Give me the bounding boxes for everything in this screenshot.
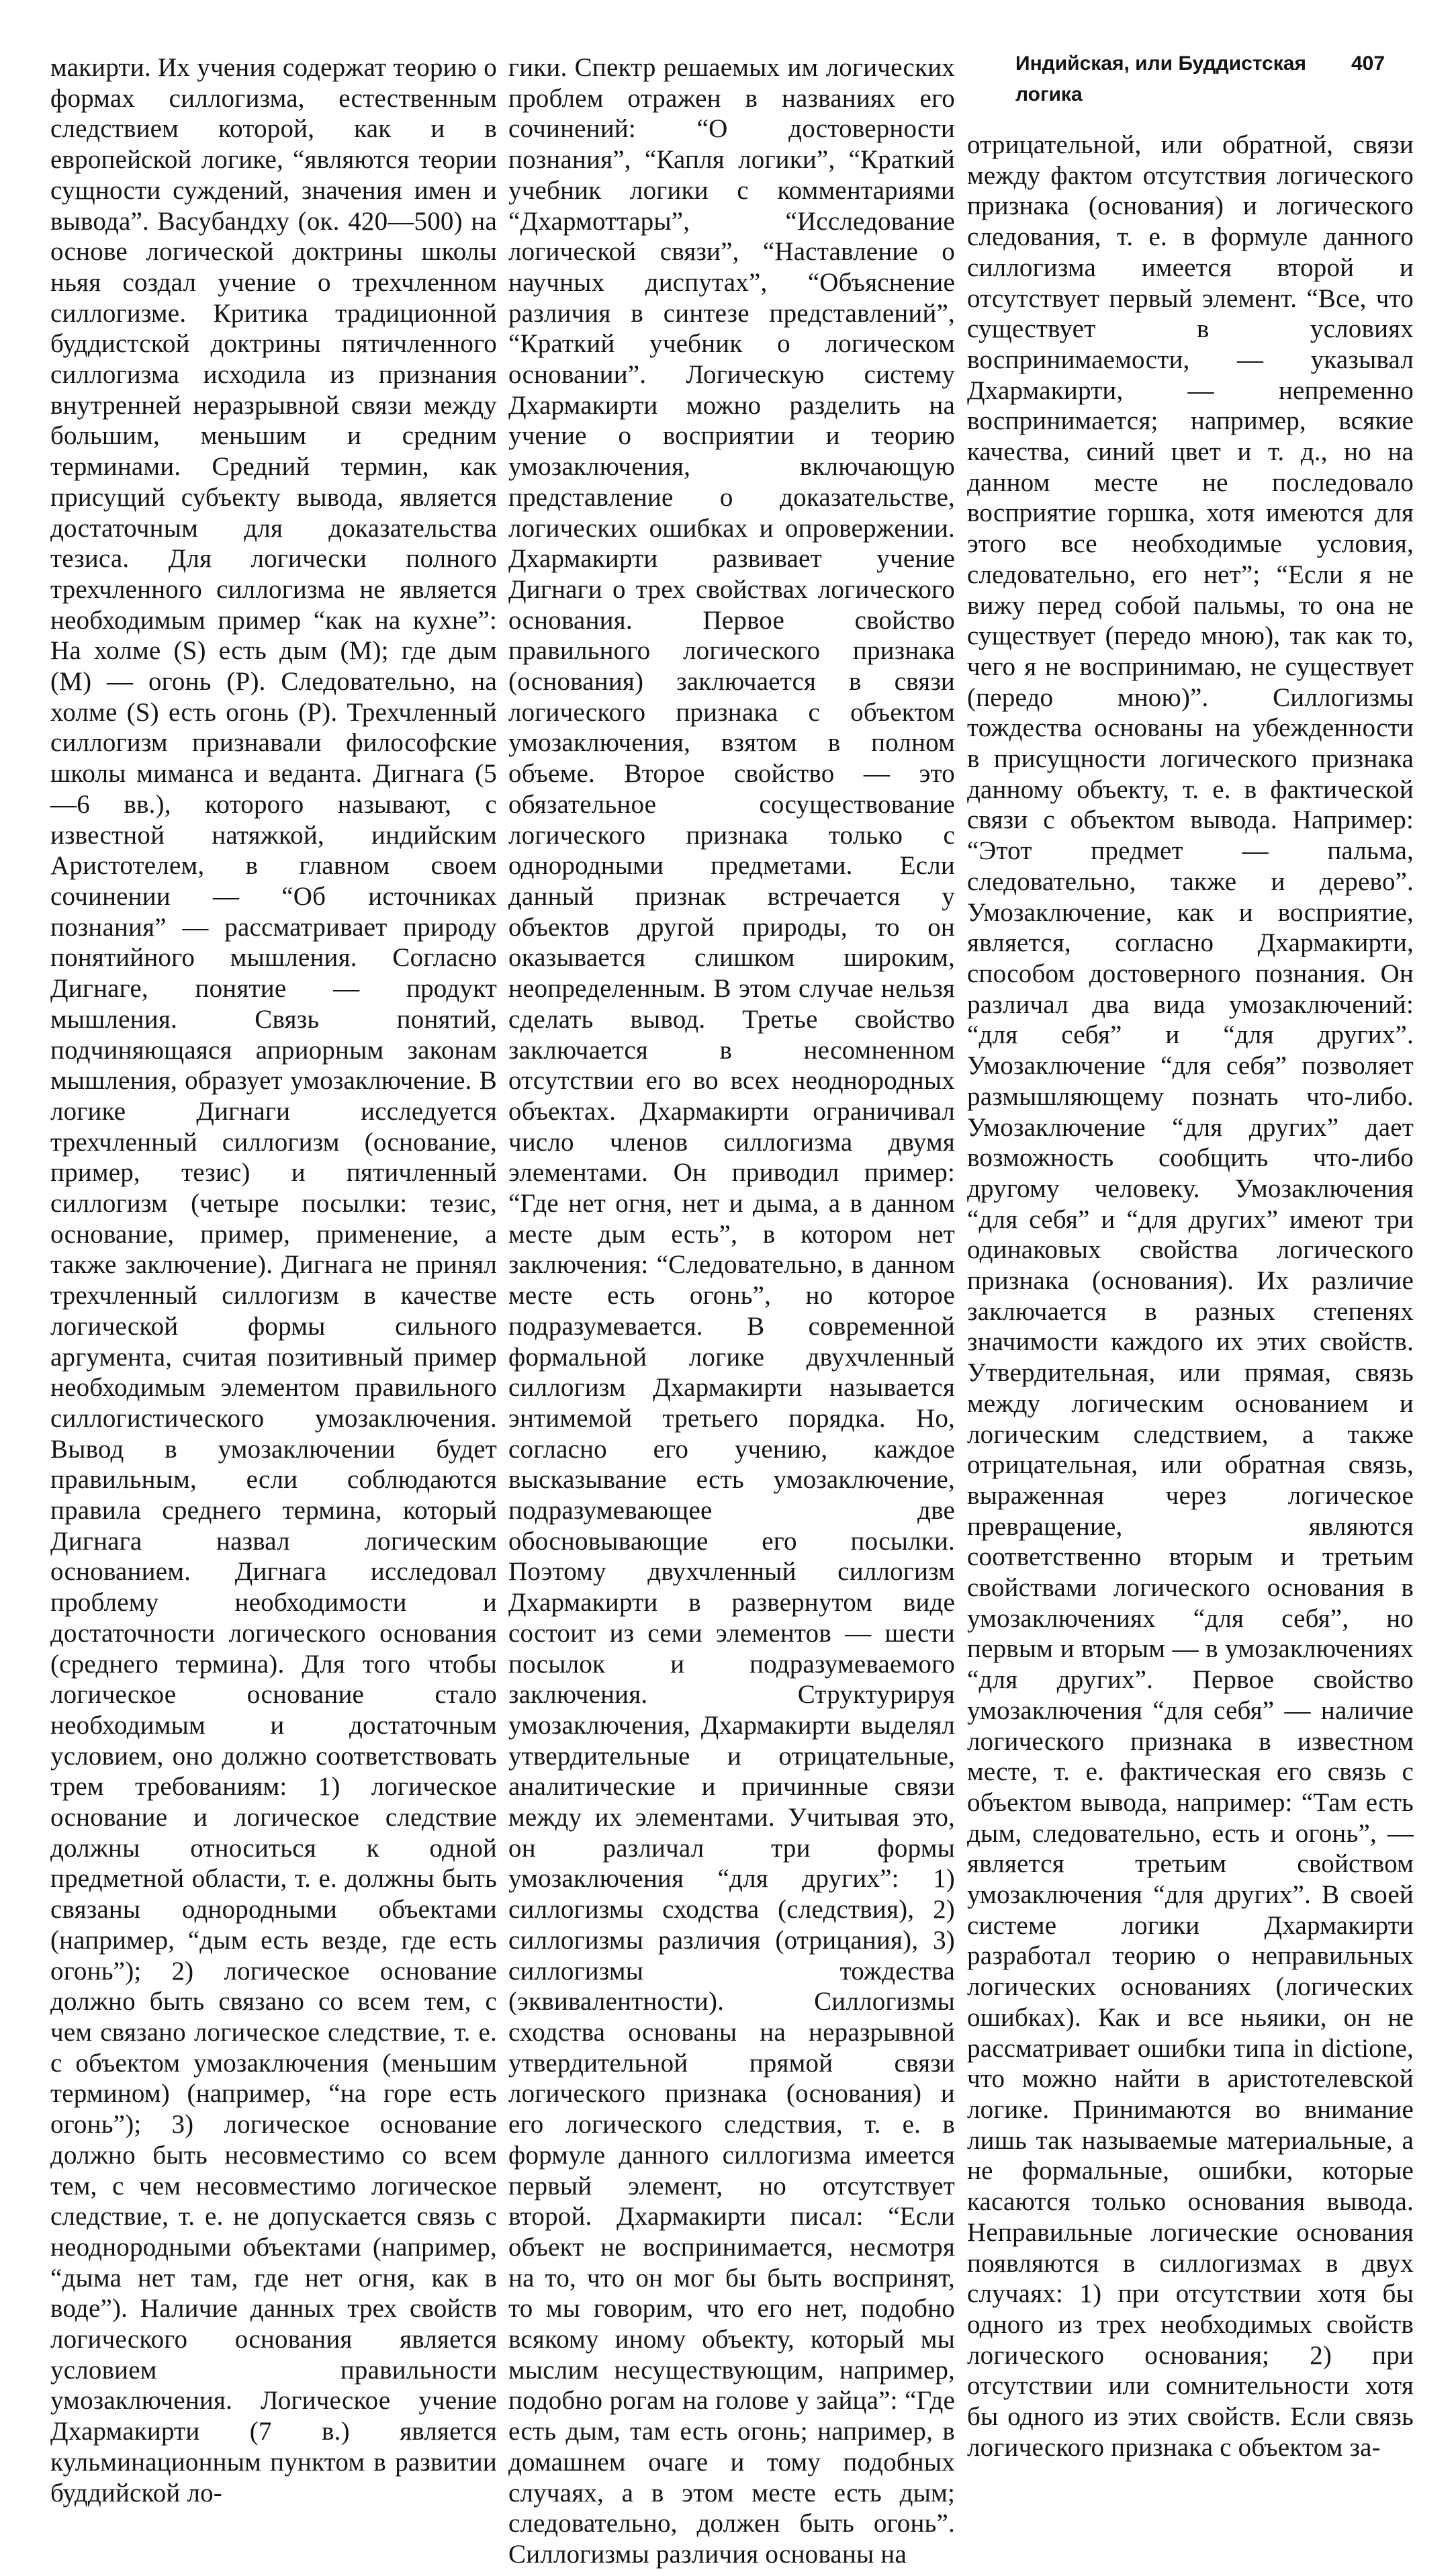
running-head-title: Индийская, или Буддистская логика (1015, 52, 1306, 105)
text-column-middle (508, 52, 955, 2570)
text-column-left (50, 52, 497, 2508)
page-number: 407 (1351, 52, 1385, 75)
paragraph: макирти. Их учения содержат теорию о формах силлогизма, естественным следствием которой, как и в европейской логике, “являются теории сущности суждений, значения имен и вывода”. Васубандху (ок. 420—500) на основе логической доктрины школы ньяя создал учение о трехчленном силлогизме. Критика традиционной буддистской доктрины пятичленного силлогизма исходила из признания внутренней неразрывной связи между большим, меньшим и средним терминами. Средний термин, как присущий субъекту вывода, является достаточным для доказательства тезиса. Для логически полного трехчленного силлогизма не является необходимым пример “как на кухне”: На холме (S) есть дым (M); где дым (M) — огонь (P). Следовательно, на холме (S) есть огонь (P). Трехчленный силлогизм признавали философские школы миманса и веданта. Дигнага (5—6 вв.), которого называют, с известной натяжкой, индийским Аристотелем, в главном своем сочинении — “Об источниках познания” — рассматривает природу понятийного мышления. Согласно Дигнаге, понятие — продукт мышления. Связь понятий, подчиняющаяся априорным законам мышления, образует умозаключение. В логике Дигнаги исследуется трехчленный силлогизм (основание, пример, тезис) и пятичленный силлогизм (четыре посылки: тезис, основание, пример, применение, а также заключение). Дигнага не принял трехчленный силлогизм в качестве логической формы сильного аргумента, считая позитивный пример необходимым элементом правильного силлогистического умозаключения. Вывод в умозаключении будет правильным, если соблюдаются правила среднего термина, который Дигнага назвал логическим основанием. Дигнага исследовал проблему необходимости и достаточности логического основания (среднего термина). Для того чтобы логическое основание стало необходимым и достаточным условием, оно должно соответствовать трем требованиям: 1) логическое основание и логическое следствие должны относиться к одной предметной области, т. е. должны быть связаны однородными объектами (например, “дым есть везде, где есть огонь”); 2) логическое основание должно быть связано со всем тем, с чем связано логическое следствие, т. е. с объектом умозаключения (меньшим термином) (например, “на горе есть огонь”); 3) логическое основание должно быть несовместимо со всем тем, с чем несовместимо логическое следствие, т. е. не допускается связь с неоднородными объектами (например, “дыма нет там, где нет огня, как в воде”). Наличие данных трех свойств логического основания является условием правильности умозаключения. Логическое учение Дхармакирти (7 в.) является кульминационным пунктом в развитии буддийской ло- (50, 53, 497, 2508)
paragraph: отрицательной, или обратной, связи между фактом отсутствия логического признака (основания) и логического следования, т. е. в формуле данного силлогизма имеется второй и отсутствует первый элемент. “Все, что существует в условиях воспринимаемости, — указывал Дхармакирти, — непременно воспринимается; например, всякие качества, синий цвет и т. д., но на данном месте не последовало восприятие горшка, хотя имеются для этого все необходимые условия, следовательно, его нет”; “Если я не вижу перед собой пальмы, то она не существует (передо мною), так как то, чего я не воспринимаю, не существует (передо мною)”. Силлогизмы тождества основаны на убежденности в присущности логического признака данному объекту, т. е. в фактической связи с объектом вывода. Например: “Этот предмет — пальма, следовательно, также и дерево”. Умозаключение, как и восприятие, является, согласно Дхармакирти, способом достоверного познания. Он различал два вида умозаключений: “для себя” и “для других”. Умозаключение “для себя” позволяет размышляющему познать что-либо. Умозаключение “для других” дает возможность сообщить что-либо другому человеку. Умозаключения “для себя” и “для других” имеют три одинаковых свойства логического признака (основания). Их различие заключается в разных степенях значимости каждого их этих свойств. Утвердительная, или прямая, связь между логическим основанием и логическим следствием, а также отрицательная, или обратная связь, выраженная через логическое превращение, являются соответственно вторым и третьим свойствами логического основания в умозаключениях “для себя”, но первым и вторым — в умозаключениях “для других”. Первое свойство умозаключения “для себя” — наличие логического признака в известном месте, т. е. фактическая его связь с объектом вывода, например: “Там есть дым, следовательно, есть и огонь”, — является третьим свойством умозаключения “для других”. В своей системе логики Дхармакирти разработал теорию о неправильных логических основаниях (логических ошибках). Как и все ньяики, он не рассматривает ошибки типа in dictione, что можно найти в аристотелевской логике. Принимаются во внимание лишь так называемые материальные, а не формальные, ошибки, которые касаются только основания вывода. Неправильные логические основания появляются в силлогизмах в двух случаях: 1) при отсутствии хотя бы одного из трех необходимых свойств логического основания; 2) при отсутствии или сомнительности хотя бы одного из этих свойств. Если связь логического признака с объектом за- (967, 130, 1414, 2462)
text-column-right (967, 130, 1414, 2463)
paragraph: гики. Спектр решаемых им логических проблем отражен в названиях его сочинений: “О достоверности познания”, “Капля логики”, “Краткий учебник логики с комментариями “Дхармоттары”, “Исследование логической связи”, “Наставление о научных диспутах”, “Объяснение различия в синтезе представлений”, “Краткий учебник о логическом основании”. Логическую систему Дхармакирти можно разделить на учение о восприятии и теорию умозаключения, включающую представление о доказательстве, логических ошибках и опровержении. Дхармакирти развивает учение Дигнаги о трех свойствах логического основания. Первое свойство правильного логического признака (основания) заключается в связи логического признака с объектом умозаключения, взятом в полном объеме. Второе свойство — это обязательное сосуществование логического признака только с однородными предметами. Если данный признак встречается у объектов другой природы, то он оказывается слишком широким, неопределенным. В этом случае нельзя сделать вывод. Третье свойство заключается в несомненном отсутствии его во всех неоднородных объектах. Дхармакирти ограничивал число членов силлогизма двумя элементами. Он приводил пример: “Где нет огня, нет и дыма, а в данном месте дым есть”, в котором нет заключения: “Следовательно, в данном месте есть огонь”, но которое подразумевается. В современной формальной логике двухчленный силлогизм Дхармакирти называется энтимемой третьего порядка. Но, согласно его учению, каждое высказывание есть умозаключение, подразумевающее две обосновывающие его посылки. Поэтому двухчленный силлогизм Дхармакирти в развернутом виде состоит из семи элементов — шести посылок и подразумеваемого заключения. Структурируя умозаключения, Дхармакирти выделял утвердительные и отрицательные, аналитические и причинные связи между их элементами. Учитывая это, он различал три формы умозаключения “для других”: 1) силлогизмы сходства (следствия), 2) силлогизмы различия (отрицания), 3) силлогизмы тождества (эквивалентности). Силлогизмы сходства основаны на неразрывной утвердительной прямой связи логического признака (основания) и его логического следствия, т. е. в формуле данного силлогизма имеется первый элемент, но отсутствует второй. Дхармакирти писал: “Если объект не воспринимается, несмотря на то, что он мог бы быть воспринят, то мы говорим, что его нет, подобно всякому иному объекту, который мы мыслим несуществующим, например, подобно рогам на голове у зайца”: “Где есть дым, там есть огонь; например, в домашнем очаге и тому подобных случаях, а в этом месте есть дым; следовательно, должен быть огонь”. Силлогизмы различия основаны на (508, 53, 955, 2569)
